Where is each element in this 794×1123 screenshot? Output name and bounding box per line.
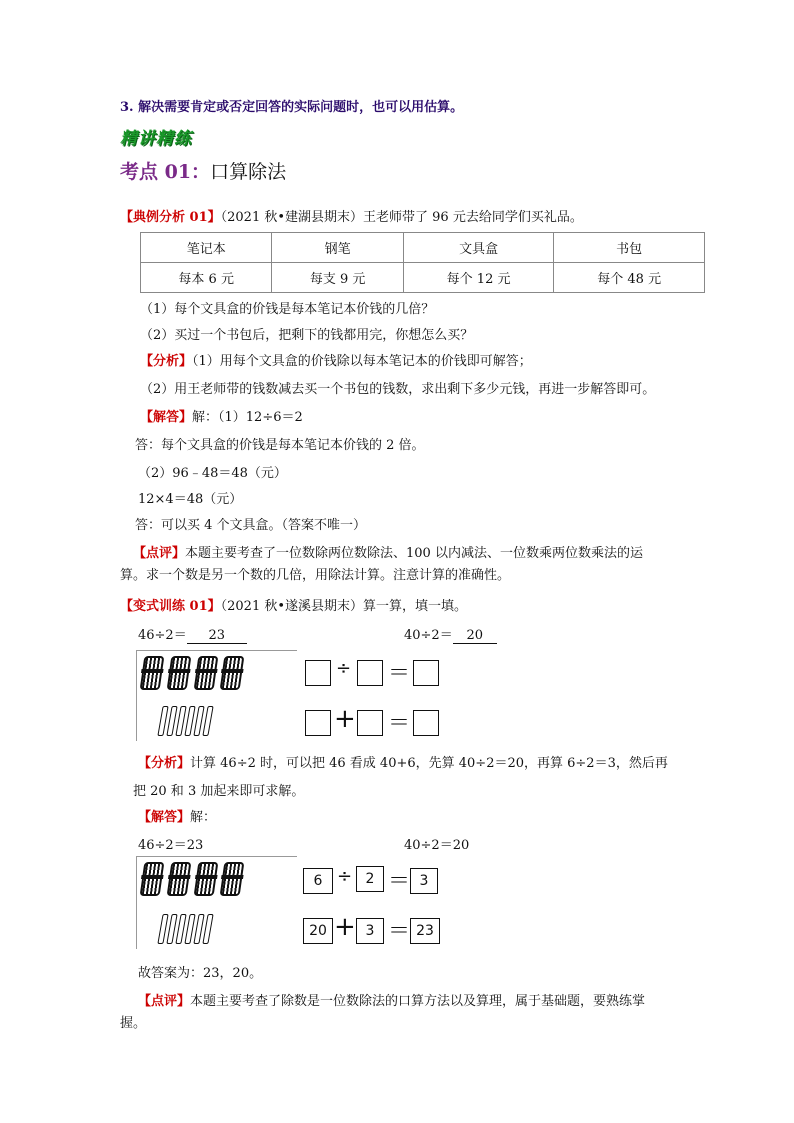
practice-analysis-1 [138,752,668,771]
plus-sign: + [334,912,356,942]
example-1-q2: （2）买过一个书包后，把剩下的钱都用完，你想怎么买？ [140,328,474,343]
price-table-price-row [141,263,705,293]
comment-text: 本题主要考查了除数是一位数除法的口算方法以及算理，属于基础题，要熟练掌 [190,994,646,1009]
example-1-comment-1 [133,542,643,561]
answer-text: 解： [190,810,217,825]
analysis-tag: 【分析】 [140,354,193,369]
filled-box: 3 [410,868,438,894]
blank-box[interactable] [357,660,383,686]
table-cell: 钢笔 [272,233,403,263]
divide-sign: ÷ [336,658,352,679]
table-cell: 笔记本 [141,233,272,263]
kaodian-title [120,157,286,184]
blank-box[interactable] [413,660,439,686]
example-1-answer-2: 答：每个文具盒的价钱是每本笔记本价钱的 2 倍。 [135,438,425,453]
equals-sign: ＝ [388,919,411,944]
practice-answer-lead [138,806,216,825]
answer-text: 解：（1）12÷6＝2 [192,410,303,425]
eq-text: 40÷2＝ [404,628,453,643]
example-1-source: （2021 秋•建湖县期末）王老师带了 96 元去给同学们买礼品。 [220,210,583,225]
table-cell: 每本 6 元 [141,263,272,293]
example-1-tag: 【典例分析 01】 [120,210,221,225]
example-1-analysis-1 [140,350,532,369]
analysis-text: （1）用每个文具盒的价钱除以每本笔记本的价钱即可解答； [192,354,532,369]
example-1-answer-3: （2）96﹣48＝48（元） [138,466,287,481]
blank-box[interactable] [305,660,331,686]
practice-analysis-2: 把 20 和 3 加起来即可求解。 [133,784,305,799]
example-1-answer-5: 答：可以买 4 个文具盒。（答案不唯一） [135,518,367,533]
divide-sign: ÷ [337,866,353,887]
eq-2-answer: 20 [453,628,497,644]
table-cell: 每个 12 元 [403,263,554,293]
example-1-answer-4: 12×4＝48（元） [138,492,243,507]
eq-1-answer: 23 [187,628,247,644]
example-1-header [120,206,583,225]
comment-tag: 【点评】 [133,546,186,561]
kaodian-prefix: 考点 01： [120,161,211,183]
blank-box[interactable] [413,710,439,736]
example-1-comment-2: 算。求一个数是另一个数的几倍，用除法计算。注意计算的准确性。 [120,568,511,583]
example-1-analysis-2: （2）用王老师带的钱数减去买一个书包的钱数，求出剩下多少元钱，再进一步解答即可。 [140,382,656,397]
filled-box: 20 [303,918,333,944]
equals-sign: ＝ [388,869,411,894]
section-heading: 精讲精练 [120,129,192,149]
practice-comment-1 [138,990,645,1009]
blank-box[interactable] [357,710,383,736]
table-cell: 文具盒 [403,233,554,263]
answer-tag: 【解答】 [140,410,193,425]
solution-eq-1: 46÷2＝23 [138,838,204,853]
example-1-q1: （1）每个文具盒的价钱是每本笔记本价钱的几倍？ [140,302,435,317]
practice-1-source: （2021 秋•遂溪县期末）算一算，填一填。 [220,599,468,614]
table-cell: 书包 [554,233,705,263]
practice-eq-1 [138,624,247,644]
answer-tag: 【解答】 [138,810,191,825]
practice-1-tag: 【变式训练 01】 [120,599,221,614]
filled-box: 23 [410,918,440,944]
example-1-answer-1 [140,406,303,425]
equals-sign: ＝ [388,661,411,686]
kaodian-name: 口算除法 [210,161,287,183]
comment-text: 本题主要考查了一位数除两位数除法、100 以内减法、一位数乘两位数乘法的运 [185,546,643,561]
filled-box: 2 [356,866,384,892]
final-answer: 故答案为：23，20。 [138,966,263,981]
price-table [140,232,705,293]
eq-text: 46÷2＝ [138,628,187,643]
table-cell: 每支 9 元 [272,263,403,293]
price-table-header-row [141,233,705,263]
filled-box: 3 [356,918,384,944]
practice-comment-2: 握。 [120,1016,147,1031]
table-cell: 每个 48 元 [554,263,705,293]
practice-1-header [120,595,467,614]
filled-box: 6 [303,868,333,894]
intro-item-3: 3. 解决需要肯定或否定回答的实际问题时，也可以用估算。 [120,100,464,115]
solution-eq-2: 40÷2＝20 [404,838,470,853]
analysis-text: 计算 46÷2 时，可以把 46 看成 40+6，先算 40÷2＝20，再算 6÷2＝3，然后再 [190,756,668,771]
blank-box[interactable] [305,710,331,736]
comment-tag: 【点评】 [138,994,191,1009]
equals-sign: ＝ [388,711,411,736]
analysis-tag: 【分析】 [138,756,191,771]
plus-sign: + [334,704,356,734]
practice-eq-2 [404,624,497,644]
